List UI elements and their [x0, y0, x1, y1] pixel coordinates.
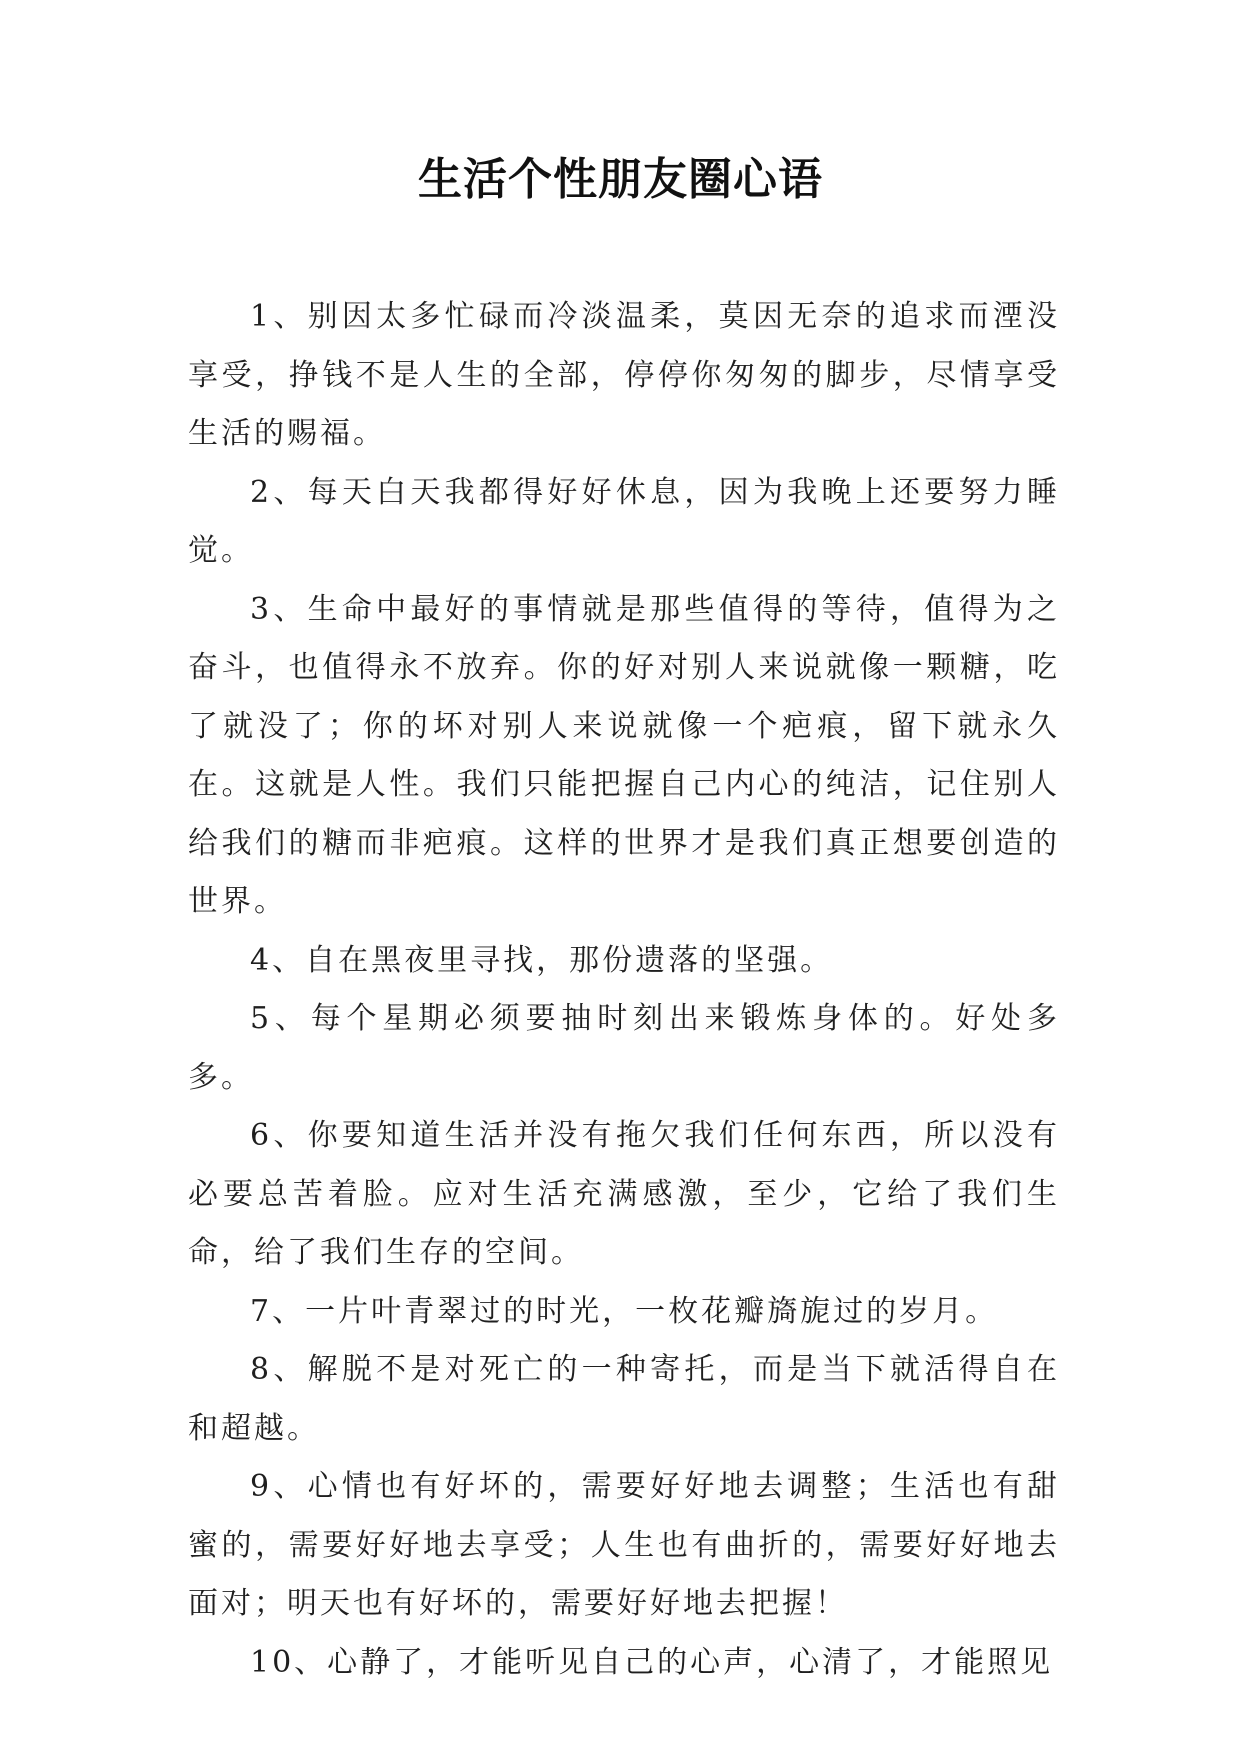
paragraph-1: 1、别因太多忙碌而冷淡温柔，莫因无奈的追求而湮没享受，挣钱不是人生的全部，停停你匆匆的脚步，尽情享受生活的赐福。: [188, 299, 1060, 451]
paragraph-8: 8、解脱不是对死亡的一种寄托，而是当下就活得自在和超越。: [188, 1352, 1060, 1446]
paragraph-4: 4、自在黑夜里寻找，那份遗落的坚强。: [250, 942, 834, 978]
paragraph-9: 9、心情也有好坏的，需要好好地去调整；生活也有甜蜜的，需要好好地去享受；人生也有曲折的，需要好好地去面对；明天也有好坏的，需要好好地去把握！: [188, 1469, 1060, 1621]
paragraph-10: 10、心静了，才能听见自己的心声，心清了，才能照见: [250, 1644, 1054, 1680]
paragraph-3: 3、生命中最好的事情就是那些值得的等待，值得为之奋斗，也值得永不放弃。你的好对别人来说就像一颗糖，吃了就没了；你的坏对别人来说就像一个疤痕，留下就永久在。这就是人性。我们只能把握自己内心的纯洁，记住别人给我们的糖而非疤痕。这样的世界才是我们真正想要创造的世界。: [188, 591, 1060, 919]
document-body: [188, 288, 1060, 1692]
paragraph-6: 6、你要知道生活并没有拖欠我们任何东西，所以没有必要总苦着脸。应对生活充满感激，至少，它给了我们生命，给了我们生存的空间。: [188, 1118, 1060, 1270]
paragraph-7: 7、一片叶青翠过的时光，一枚花瓣旖旎过的岁月。: [250, 1293, 999, 1329]
paragraph-5: 5、每个星期必须要抽时刻出来锻炼身体的。好处多多。: [188, 1001, 1060, 1095]
page-title: 生活个性朋友圈心语: [418, 154, 823, 205]
paragraph-2: 2、每天白天我都得好好休息，因为我晚上还要努力睡觉。: [188, 474, 1060, 568]
